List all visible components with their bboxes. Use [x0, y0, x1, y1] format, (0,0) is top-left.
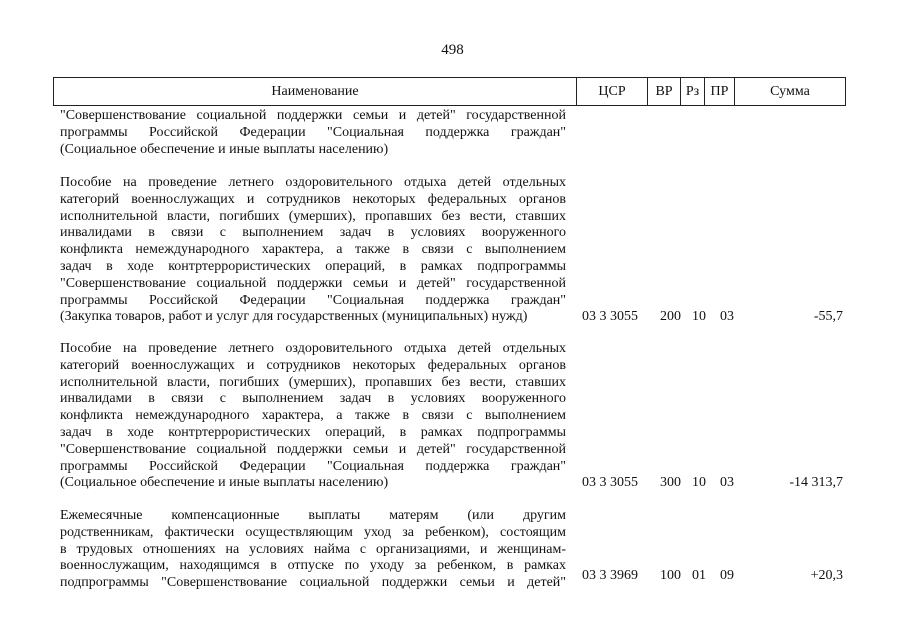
row-name-line: "Совершенствование социальной поддержки семьи и детей" государственной [60, 108, 566, 123]
row-name-line: исполнительной власти, погибших (умерших), пропавших без вести, ставших [60, 208, 566, 224]
row-name-line: конфликта немеждународного характера, а также в связи с выполнением [60, 242, 566, 258]
row-name-line: инвалидами в связи с выполнением задач в условиях вооруженного [60, 391, 566, 407]
row-name-line: в трудовых отношениях на условиях найма с организациями, и женщинам- [60, 541, 566, 557]
table-header [53, 77, 846, 106]
row-name-line: родственникам, фактически осуществляющим уход за ребенком), состоящим [60, 524, 566, 540]
row-csr: 03 3 3055 [582, 475, 638, 490]
row-name-line: Пособие на проведение летнего оздоровительного отдыха детей отдельных [60, 341, 566, 356]
page-number: 498 [441, 42, 464, 58]
row-csr: 03 3 3055 [582, 309, 638, 324]
row-name-line: инвалидами в связи с выполнением задач в условиях вооруженного [60, 225, 566, 241]
column-header-pr: ПР [705, 78, 735, 105]
row-name-line: (Социальное обеспечение и иные выплаты населению) [60, 141, 389, 157]
row-sum: -55,7 [813, 309, 843, 324]
row-pr: 03 [720, 475, 734, 490]
row-name-line: (Закупка товаров, работ и услуг для государственных (муниципальных) нужд) [60, 309, 528, 325]
row-name-line: задач в ходе контртеррористических операций, в рамках подпрограммы [60, 258, 566, 274]
row-name [60, 108, 566, 158]
row-sum: +20,3 [810, 568, 843, 583]
row-name-line: исполнительной власти, погибших (умерших), пропавших без вести, ставших [60, 374, 566, 390]
column-header-vr: ВР [648, 78, 681, 105]
table-row [60, 108, 846, 160]
row-rz: 10 [692, 475, 706, 490]
row-name-line: (Социальное обеспечение и иные выплаты населению) [60, 475, 389, 491]
row-vr: 100 [660, 568, 681, 583]
row-name-line: "Совершенствование социальной поддержки семьи и детей" государственной [60, 441, 566, 457]
column-header-csr: ЦСР [577, 78, 648, 105]
column-header-rz: Рз [681, 78, 705, 105]
row-name-line: программы Российской Федерации "Социальная поддержка граждан" [60, 124, 566, 140]
column-header-name: Наименование [54, 78, 577, 105]
column-header-sum: Сумма [770, 83, 810, 99]
row-rz: 10 [692, 309, 706, 324]
row-rz: 01 [692, 568, 706, 583]
row-name-line: задач в ходе контртеррористических операций, в рамках подпрограммы [60, 424, 566, 440]
table-row [60, 508, 846, 594]
row-name-line: программы Российской Федерации "Социальная поддержка граждан" [60, 292, 566, 308]
row-csr: 03 3 3969 [582, 568, 638, 583]
row-name-line: подпрограммы "Совершенствование социальной поддержки семьи и детей" [60, 575, 566, 591]
row-name-line: категорий военнослужащих и сотрудников некоторых федеральных органов [60, 357, 566, 373]
row-name-line: программы Российской Федерации "Социальная поддержка граждан" [60, 458, 566, 474]
row-name-line: военнослужащим, находящимся в отпуске по уходу за ребенком, в рамках [60, 558, 566, 574]
row-vr: 200 [660, 309, 681, 324]
row-pr: 09 [720, 568, 734, 583]
row-pr: 03 [720, 309, 734, 324]
row-name-line: Ежемесячные компенсационные выплаты матерям (или другим [60, 508, 566, 523]
table-row [60, 175, 846, 327]
row-name-line: категорий военнослужащих и сотрудников некоторых федеральных органов [60, 191, 566, 207]
row-name [60, 341, 566, 492]
row-name-line: конфликта немеждународного характера, а также в связи с выполнением [60, 408, 566, 424]
row-name [60, 508, 566, 592]
row-name-line: "Совершенствование социальной поддержки семьи и детей" государственной [60, 275, 566, 291]
row-vr: 300 [660, 475, 681, 490]
table-row [60, 341, 846, 493]
row-sum: -14 313,7 [789, 475, 843, 490]
row-name-line: Пособие на проведение летнего оздоровительного отдыха детей отдельных [60, 175, 566, 190]
row-name [60, 175, 566, 326]
